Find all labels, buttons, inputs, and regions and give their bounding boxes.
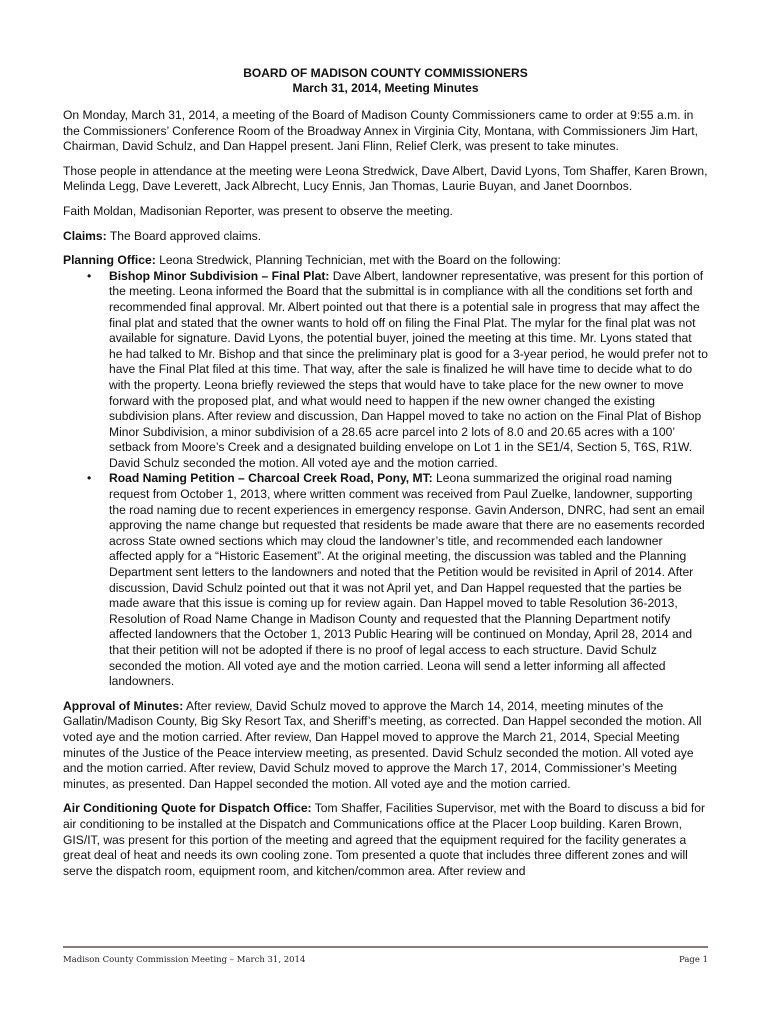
document-subtitle: March 31, 2014, Meeting Minutes — [292, 81, 479, 95]
reporter-paragraph: Faith Moldan, Madisonian Reporter, was present to observe the meeting. — [63, 203, 453, 218]
air-conditioning-paragraph — [63, 801, 708, 879]
footer-title: Madison County Commission Meeting – March 31, 2014 — [63, 955, 306, 965]
planning-text: Leona Stredwick, Planning Technician, met with the Board on the following: — [155, 253, 561, 268]
approval-text: After review, David Schulz moved to approve the March 14, 2014, meeting minutes of the Gallatin/Madison County, Big Sky Resort Tax, and Sheriff’s meeting, as corrected. Dan Happel seconded the motion. All voted aye and the motion carried. After review, Dan Happel moved to approve the March 21, 2014, Special Meeting minutes of the Justice of the Peace interview meeting, as presented. David Schulz seconded the motion. All voted aye and the motion carried. After review, David Schulz moved to approve the March 17, 2014, Commissioner’s Meeting minutes, as presented. Dan Happel seconded the motion. All voted aye and the motion carried. — [63, 698, 702, 791]
planning-heading: Planning Office: — [63, 253, 156, 268]
list-item-heading: Bishop Minor Subdivision – Final Plat: — [109, 268, 330, 283]
list-item-text: Leona summarized the original road naming request from October 1, 2013, where written comment was received from Paul Zuelke, landowner, supporting the road naming due to recent experiences in emergency response. Gavin Anderson, DNRC, had sent an email approving the name change but requested that residents be made aware that there are no easements recorded across State owned sections which may cloud the landowner’s title, and recommended each landowner affected apply for a “Historic Easement”. At the original meeting, the discussion was tabled and the Planning Department sent letters to the landowners and noted that the Petition would be revisited in April of 2014. After discussion, David Schulz pointed out that it was not April yet, and Dan Happel requested that the parties be made aware that this issue is coming up for review again. Dan Happel moved to table Resolution 36-2013, Resolution of Road Name Change in Madison County and requested that the Planning Department notify affected landowners that the October 1, 2013 Public Hearing will be continued on Monday, April 28, 2014 and that their petition will not be adopted if there is no proof of legal access to each structure. David Schulz seconded the motion. All voted aye and the motion carried. Leona will send a letter informing all affected landowners. — [109, 471, 705, 689]
bullet-icon: • — [87, 268, 92, 283]
minutes-body — [63, 66, 708, 879]
footer-divider — [63, 946, 708, 948]
intro-paragraph: On Monday, March 31, 2014, a meeting of the Board of Madison County Commissioners came to order at 9:55 a.m. in the Commissioners’ Conference Room of the Broadway Annex in Virginia City, Montana, with Commissioners Jim Hart, Chairman, David Schulz, and Dan Happel present. Jani Flinn, Relief Clerk, was present to take minutes. — [63, 108, 698, 154]
claims-paragraph — [63, 229, 708, 245]
planning-paragraph — [63, 253, 708, 269]
air-conditioning-text: Tom Shaffer, Facilities Supervisor, met with the Board to discuss a bid for air conditioning to be installed at the Dispatch and Communications office at the Placer Loop building. Karen Brown, GIS/IT, was present for this portion of the meeting and agreed that the equipment required for the facility generates a great deal of heat and needs its own cooling zone. Tom presented a quote that includes three different zones and will serve the dispatch room, equipment room, and kitchen/common area. After review and — [63, 801, 706, 878]
bullet-icon: • — [87, 471, 92, 486]
document-title: BOARD OF MADISON COUNTY COMMISSIONERS — [243, 66, 528, 80]
claims-heading: Claims: — [63, 228, 107, 243]
page-number: Page 1 — [679, 955, 708, 965]
list-item-heading: Road Naming Petition – Charcoal Creek Road, Pony, MT: — [109, 471, 433, 486]
claims-text: The Board approved claims. — [106, 228, 262, 243]
air-conditioning-heading: Air Conditioning Quote for Dispatch Office: — [63, 801, 312, 816]
attendance-paragraph: Those people in attendance at the meeting were Leona Stredwick, Dave Albert, David Lyons, Tom Shaffer, Karen Brown, Melinda Legg, Dave Leverett, Jack Albrecht, Lucy Ennis, Jan Thomas, Laurie Buyan, and Janet Doornbos. — [63, 163, 708, 194]
list-item-bishop-subdivision — [87, 268, 708, 472]
list-item-text: Dave Albert, landowner representative, was present for this portion of the meeting. Leona informed the Board that the submittal is in compliance with all the conditions set forth and recommended final approval. Mr. Albert pointed out that there is a potential sale in progress that may affect the final plat and stated that the owner wants to hold off on filing the Final Plat. The mylar for the final plat was not available for signature. David Lyons, the potential buyer, joined the meeting at this time. Mr. Lyons stated that he had talked to Mr. Bishop and that since the preliminary plat is good for a 3-year period, he would prefer not to have the Final Plat filed at this time. That way, after the sale is finalized he will have time to decide what to do with the property. Leona briefly reviewed the steps that would have to take place for the new owner to move forward with the proposed plat, and what would need to happen if the new owner changed the existing subdivision plans. After review and discussion, Dan Happel moved to take no action on the Final Plat of Bishop Minor Subdivision, a minor subdivision of a 28.65 acre parcel into 2 lots of 8.0 and 20.65 acres with a 100’ setback from Moore’s Creek and a designated building envelope on Lot 1 in the SE1/4, Section 5, T6S, R1W. David Schulz seconded the motion. All voted aye and the motion carried. — [109, 268, 708, 470]
planning-items — [63, 269, 708, 690]
approval-paragraph — [63, 699, 708, 793]
list-item-road-naming — [87, 471, 708, 689]
approval-heading: Approval of Minutes: — [63, 698, 184, 713]
